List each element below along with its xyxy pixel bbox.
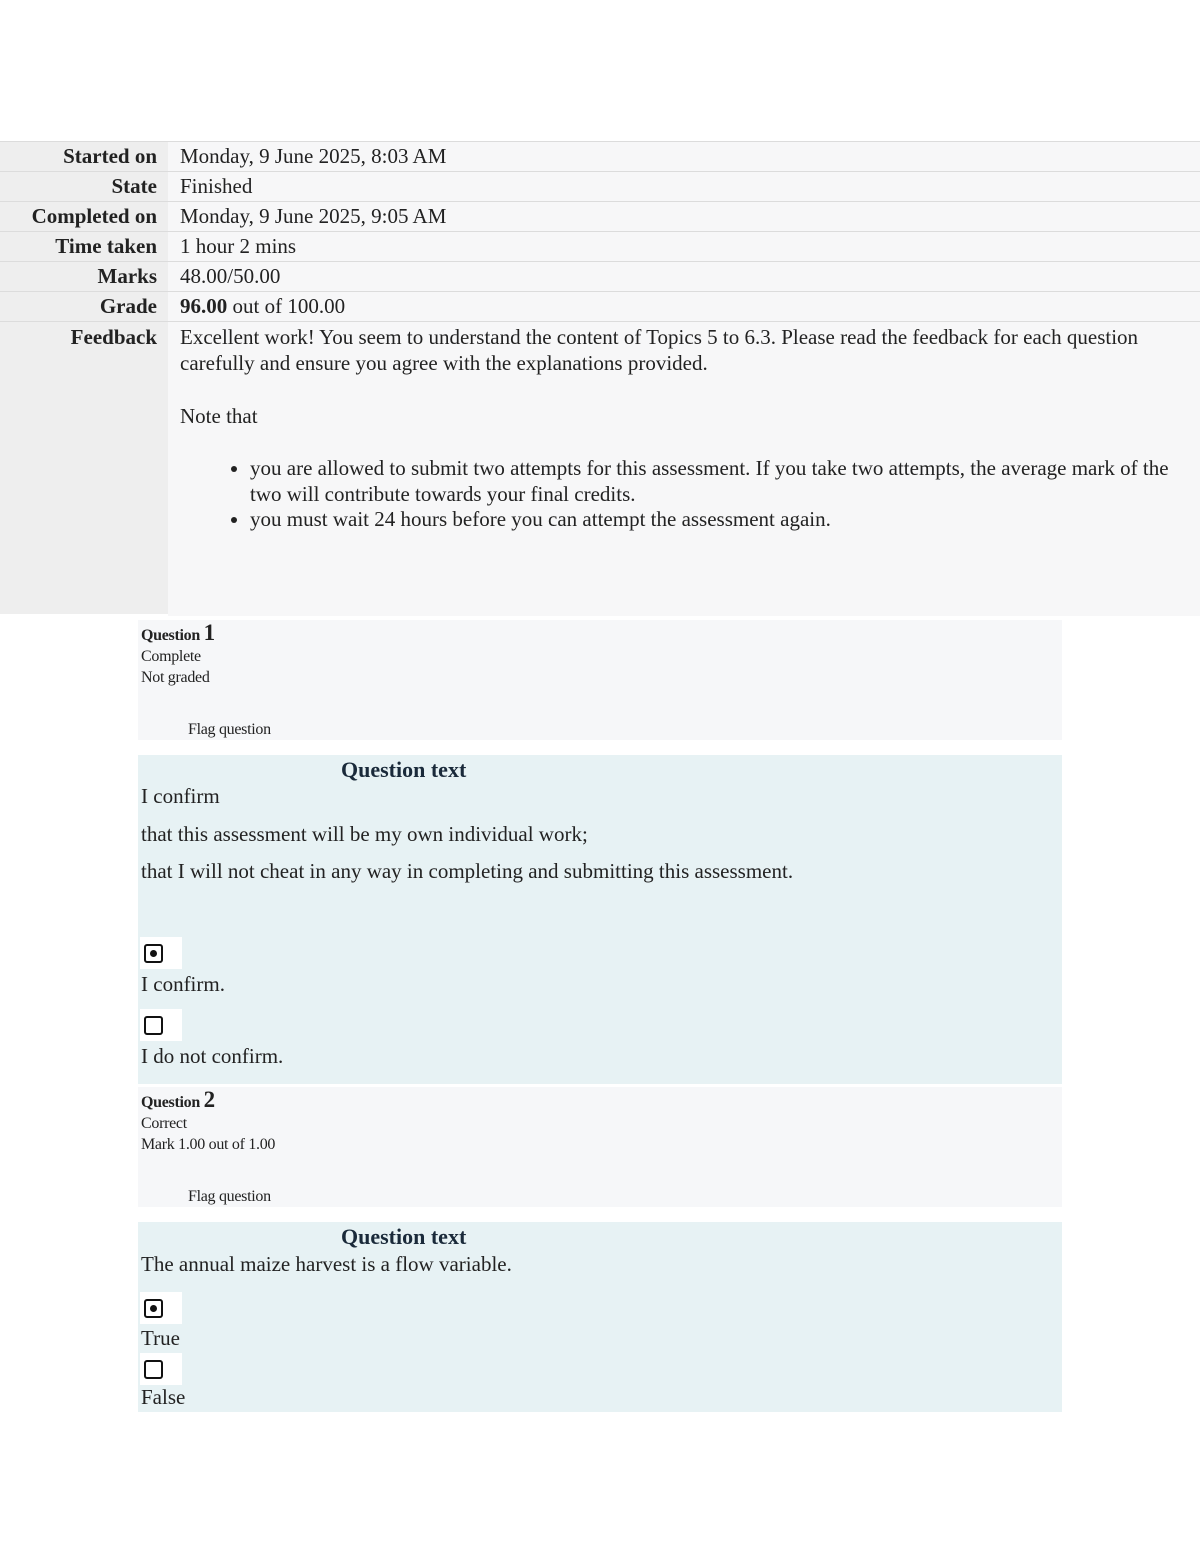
summary-row-state — [0, 172, 1200, 202]
feedback-bullet: • you are allowed to submit two attempts for this assessment. If you take two attempts, the average mark of the two will contribute towards your final credits. — [250, 456, 1200, 507]
radio-unchecked-icon — [144, 1016, 163, 1035]
summary-label: Time taken — [0, 232, 168, 261]
flag-question-link[interactable]: Flag question — [188, 721, 271, 738]
summary-label: Grade — [0, 292, 168, 321]
summary-label: State — [0, 172, 168, 201]
summary-label: Started on — [0, 142, 168, 171]
option-radio-i-do-not-confirm[interactable] — [140, 1009, 182, 1041]
feedback-text — [168, 322, 1200, 616]
summary-value — [168, 292, 1200, 321]
radio-checked-icon — [144, 944, 163, 963]
summary-row-marks — [0, 262, 1200, 292]
question-number: Question 2 — [141, 1087, 215, 1112]
question-text-line: I confirm — [141, 784, 220, 808]
question-number: Question 1 — [141, 620, 215, 645]
question-text-heading: Question text — [341, 757, 467, 782]
summary-row-time-taken — [0, 232, 1200, 262]
summary-label: Feedback — [0, 322, 168, 614]
question-text-line: that I will not cheat in any way in completing and submitting this assessment. — [141, 859, 794, 883]
option-label: True — [141, 1326, 180, 1350]
summary-value: Monday, 9 June 2025, 9:05 AM — [168, 202, 1200, 231]
feedback-bullet: • you must wait 24 hours before you can attempt the assessment again. — [250, 507, 1200, 533]
question-grade: Mark 1.00 out of 1.00 — [141, 1136, 276, 1153]
question-text-line: The annual maize harvest is a flow variable. — [141, 1252, 512, 1276]
option-label: False — [141, 1385, 186, 1409]
summary-row-grade — [0, 292, 1200, 322]
feedback-note: Note that — [180, 404, 258, 428]
option-radio-true[interactable] — [140, 1292, 182, 1324]
summary-value: 1 hour 2 mins — [168, 232, 1200, 261]
summary-label: Marks — [0, 262, 168, 291]
summary-row-started-on — [0, 142, 1200, 172]
radio-unchecked-icon — [144, 1360, 163, 1379]
question-state: Correct — [141, 1115, 187, 1132]
option-radio-i-confirm[interactable] — [140, 937, 182, 969]
question-2-info — [138, 1087, 1062, 1207]
summary-row-completed-on — [0, 202, 1200, 232]
summary-value: 48.00/50.00 — [168, 262, 1200, 291]
question-state: Complete — [141, 648, 201, 665]
question-1-info — [138, 620, 1062, 740]
feedback-list — [180, 456, 1200, 533]
question-2-content — [138, 1222, 1062, 1412]
grade-rest: out of 100.00 — [232, 294, 346, 318]
radio-checked-icon — [144, 1299, 163, 1318]
option-label: I confirm. — [141, 972, 225, 996]
summary-row-feedback — [0, 322, 1200, 616]
question-text-line: that this assessment will be my own individual work; — [141, 822, 588, 846]
question-text-heading: Question text — [341, 1224, 467, 1249]
summary-value: Monday, 9 June 2025, 8:03 AM — [168, 142, 1200, 171]
question-1-content — [138, 755, 1062, 1084]
question-grade: Not graded — [141, 669, 210, 686]
flag-question-link[interactable]: Flag question — [188, 1188, 271, 1205]
grade-score: 96.00 — [180, 294, 228, 318]
option-radio-false[interactable] — [140, 1353, 182, 1385]
summary-label: Completed on — [0, 202, 168, 231]
feedback-paragraph: Excellent work! You seem to understand the content of Topics 5 to 6.3. Please read the feedback for each question carefully and ensure you agree with the explanations provided. — [180, 325, 1139, 375]
summary-value: Finished — [168, 172, 1200, 201]
attempt-summary-table — [0, 141, 1200, 616]
option-label: I do not confirm. — [141, 1044, 284, 1068]
